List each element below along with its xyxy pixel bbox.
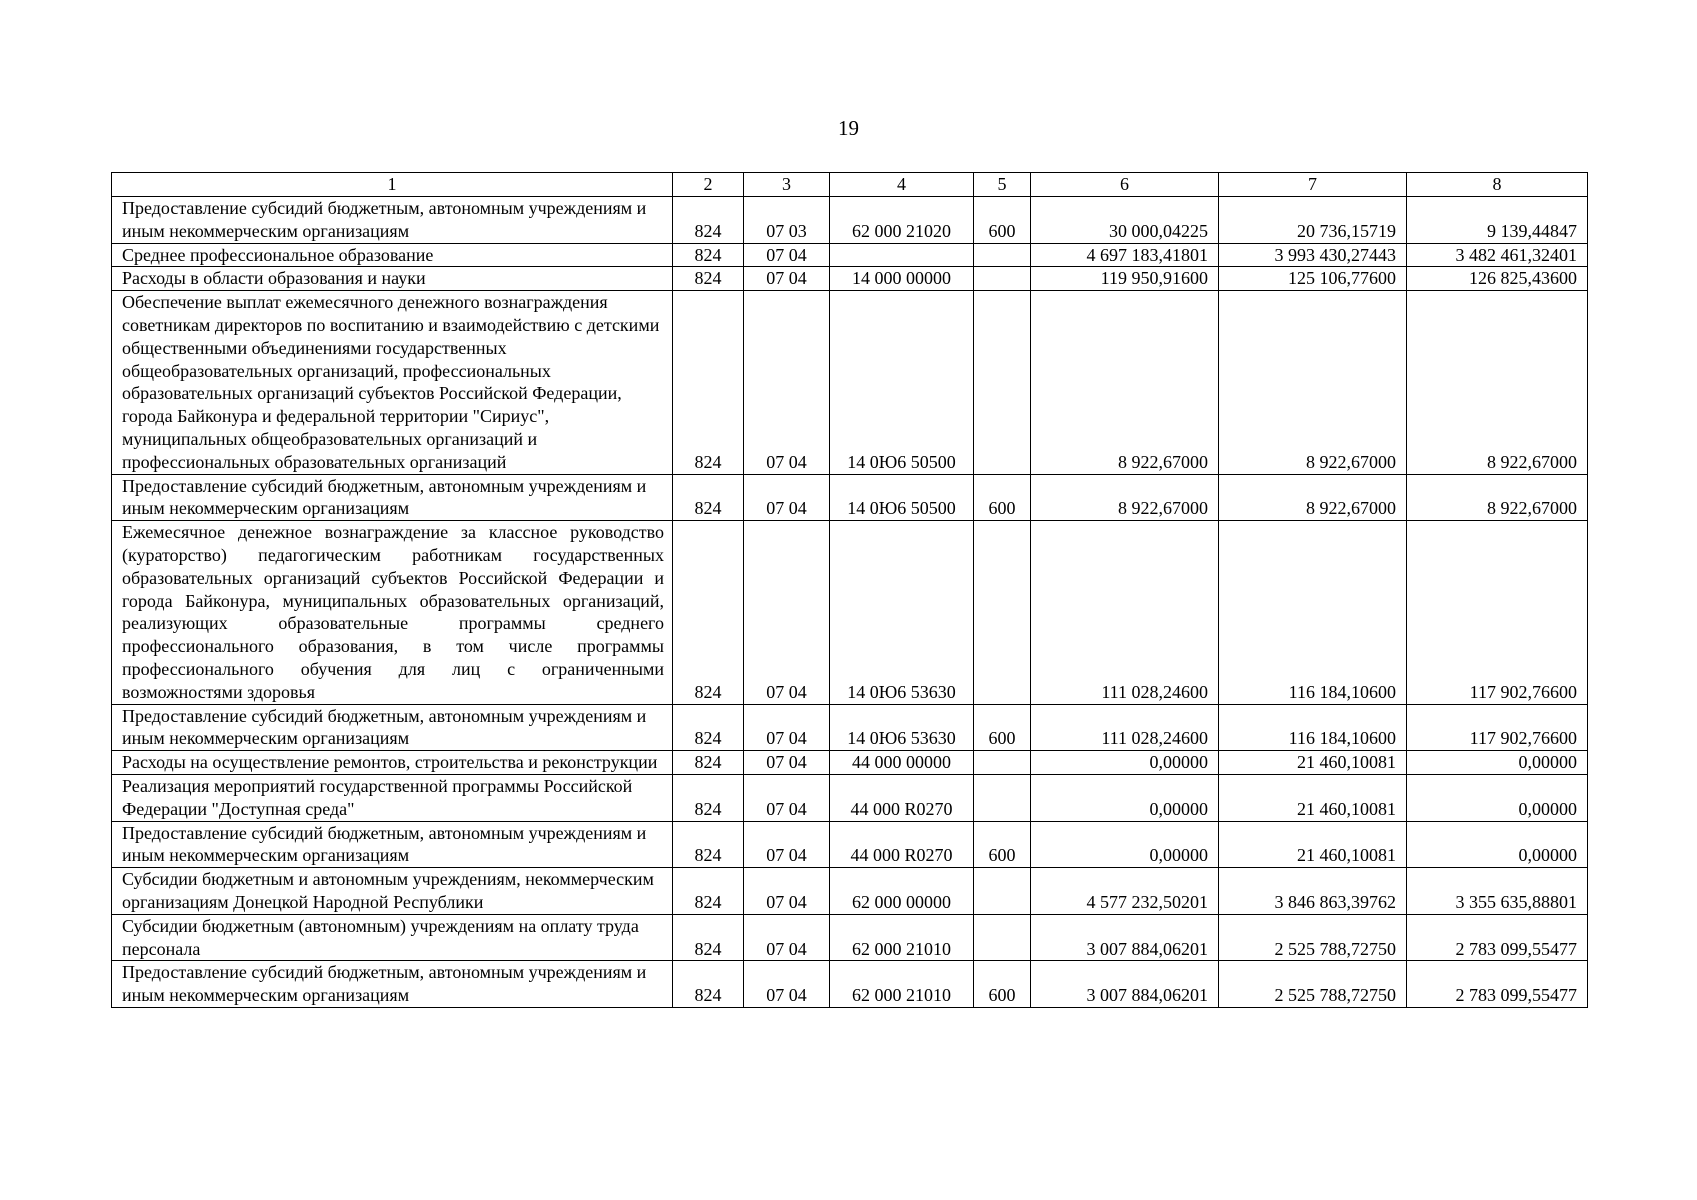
amount-year-2: 21 460,10081 (1219, 774, 1407, 821)
target-code: 14 000 00000 (830, 267, 974, 291)
section-code: 07 04 (744, 267, 830, 291)
expense-type-code (974, 774, 1031, 821)
admin-code: 824 (673, 521, 744, 704)
table-body (112, 197, 1588, 1008)
table-row (112, 521, 1588, 704)
table-row (112, 704, 1588, 751)
target-code (830, 243, 974, 267)
table-row (112, 267, 1588, 291)
admin-code: 824 (673, 197, 744, 244)
expense-name: Предоставление субсидий бюджетным, автономным учреждениям и иным некоммерческим организациям (112, 197, 673, 244)
expense-type-code (974, 914, 1031, 961)
section-code: 07 04 (744, 961, 830, 1008)
amount-year-2: 21 460,10081 (1219, 751, 1407, 775)
expense-type-code: 600 (974, 197, 1031, 244)
table-row (112, 291, 1588, 474)
section-code: 07 04 (744, 474, 830, 521)
expense-name: Предоставление субсидий бюджетным, автономным учреждениям и иным некоммерческим организациям (112, 704, 673, 751)
expense-name: Предоставление субсидий бюджетным, автономным учреждениям и иным некоммерческим организациям (112, 961, 673, 1008)
target-code: 14 0Ю6 53630 (830, 704, 974, 751)
table-row (112, 961, 1588, 1008)
column-number: 4 (830, 173, 974, 197)
amount-year-2: 8 922,67000 (1219, 474, 1407, 521)
admin-code: 824 (673, 751, 744, 775)
table-row (112, 243, 1588, 267)
section-code: 07 04 (744, 521, 830, 704)
admin-code: 824 (673, 868, 744, 915)
section-code: 07 04 (744, 243, 830, 267)
amount-year-3: 3 355 635,88801 (1407, 868, 1588, 915)
section-code: 07 04 (744, 704, 830, 751)
expense-type-code (974, 243, 1031, 267)
expense-type-code: 600 (974, 961, 1031, 1008)
admin-code: 824 (673, 267, 744, 291)
amount-year-3: 117 902,76600 (1407, 704, 1588, 751)
expense-type-code (974, 291, 1031, 474)
admin-code: 824 (673, 961, 744, 1008)
section-code: 07 04 (744, 914, 830, 961)
expense-name: Ежемесячное денежное вознаграждение за классное руководство (кураторство) педагогическим работникам государственных образовательных организаций субъектов Российской Федерации и города Байконура, муниципальных образовательных организаций, реализующих образовательные программы среднего профессионального образования, в том числе программы профессионального обучения для лиц с ограниченными возможностями здоровья (112, 521, 673, 704)
amount-year-1: 111 028,24600 (1031, 521, 1219, 704)
amount-year-1: 0,00000 (1031, 774, 1219, 821)
target-code: 44 000 R0270 (830, 821, 974, 868)
expense-name: Расходы на осуществление ремонтов, строительства и реконструкции (112, 751, 673, 775)
expense-name: Расходы в области образования и науки (112, 267, 673, 291)
target-code: 14 0Ю6 50500 (830, 291, 974, 474)
admin-code: 824 (673, 774, 744, 821)
expense-type-code: 600 (974, 704, 1031, 751)
table-header (112, 173, 1588, 197)
table-row (112, 751, 1588, 775)
target-code: 44 000 R0270 (830, 774, 974, 821)
section-code: 07 04 (744, 774, 830, 821)
amount-year-1: 0,00000 (1031, 751, 1219, 775)
amount-year-3: 126 825,43600 (1407, 267, 1588, 291)
amount-year-1: 111 028,24600 (1031, 704, 1219, 751)
table-row (112, 474, 1588, 521)
expense-type-code (974, 868, 1031, 915)
amount-year-1: 119 950,91600 (1031, 267, 1219, 291)
admin-code: 824 (673, 291, 744, 474)
admin-code: 824 (673, 821, 744, 868)
amount-year-1: 0,00000 (1031, 821, 1219, 868)
target-code: 14 0Ю6 50500 (830, 474, 974, 521)
column-number: 5 (974, 173, 1031, 197)
expense-name: Субсидии бюджетным (автономным) учреждениям на оплату труда персонала (112, 914, 673, 961)
amount-year-2: 116 184,10600 (1219, 704, 1407, 751)
column-number: 2 (673, 173, 744, 197)
amount-year-3: 8 922,67000 (1407, 474, 1588, 521)
target-code: 62 000 21010 (830, 914, 974, 961)
table-row (112, 868, 1588, 915)
amount-year-1: 4 577 232,50201 (1031, 868, 1219, 915)
amount-year-2: 116 184,10600 (1219, 521, 1407, 704)
table-row (112, 821, 1588, 868)
table-row (112, 197, 1588, 244)
target-code: 62 000 21020 (830, 197, 974, 244)
page-number: 19 (838, 116, 859, 140)
table-row (112, 774, 1588, 821)
section-code: 07 04 (744, 751, 830, 775)
expense-name: Субсидии бюджетным и автономным учреждениям, некоммерческим организациям Донецкой Народной Республики (112, 868, 673, 915)
expense-type-code: 600 (974, 821, 1031, 868)
amount-year-3: 0,00000 (1407, 751, 1588, 775)
column-number-row (112, 173, 1588, 197)
section-code: 07 03 (744, 197, 830, 244)
admin-code: 824 (673, 474, 744, 521)
expense-type-code: 600 (974, 474, 1031, 521)
expense-type-code (974, 267, 1031, 291)
amount-year-1: 3 007 884,06201 (1031, 961, 1219, 1008)
budget-table (111, 172, 1588, 1008)
amount-year-1: 4 697 183,41801 (1031, 243, 1219, 267)
target-code: 14 0Ю6 53630 (830, 521, 974, 704)
amount-year-1: 30 000,04225 (1031, 197, 1219, 244)
amount-year-3: 2 783 099,55477 (1407, 914, 1588, 961)
section-code: 07 04 (744, 291, 830, 474)
amount-year-2: 3 993 430,27443 (1219, 243, 1407, 267)
amount-year-1: 8 922,67000 (1031, 474, 1219, 521)
column-number: 6 (1031, 173, 1219, 197)
target-code: 62 000 21010 (830, 961, 974, 1008)
expense-type-code (974, 751, 1031, 775)
amount-year-2: 125 106,77600 (1219, 267, 1407, 291)
column-number: 8 (1407, 173, 1588, 197)
amount-year-2: 3 846 863,39762 (1219, 868, 1407, 915)
section-code: 07 04 (744, 868, 830, 915)
amount-year-3: 0,00000 (1407, 774, 1588, 821)
column-number: 3 (744, 173, 830, 197)
amount-year-2: 21 460,10081 (1219, 821, 1407, 868)
section-code: 07 04 (744, 821, 830, 868)
expense-name: Среднее профессиональное образование (112, 243, 673, 267)
table-row (112, 914, 1588, 961)
amount-year-3: 9 139,44847 (1407, 197, 1588, 244)
admin-code: 824 (673, 704, 744, 751)
amount-year-1: 3 007 884,06201 (1031, 914, 1219, 961)
expense-name: Предоставление субсидий бюджетным, автономным учреждениям и иным некоммерческим организациям (112, 474, 673, 521)
amount-year-3: 8 922,67000 (1407, 291, 1588, 474)
amount-year-3: 0,00000 (1407, 821, 1588, 868)
admin-code: 824 (673, 243, 744, 267)
column-number: 1 (112, 173, 673, 197)
amount-year-3: 3 482 461,32401 (1407, 243, 1588, 267)
amount-year-2: 8 922,67000 (1219, 291, 1407, 474)
expense-name: Реализация мероприятий государственной программы Российской Федерации "Доступная среда" (112, 774, 673, 821)
amount-year-2: 2 525 788,72750 (1219, 914, 1407, 961)
amount-year-2: 2 525 788,72750 (1219, 961, 1407, 1008)
amount-year-3: 2 783 099,55477 (1407, 961, 1588, 1008)
expense-type-code (974, 521, 1031, 704)
expense-name: Обеспечение выплат ежемесячного денежного вознаграждения советникам директоров по воспитанию и взаимодействию с детскими общественными объединениями государственных общеобразовательных организаций, профессиональных образовательных организаций субъектов Российской Федерации, города Байконура и федеральной территории "Сириус", муниципальных общеобразовательных организаций и профессиональных образовательных организаций (112, 291, 673, 474)
expense-name: Предоставление субсидий бюджетным, автономным учреждениям и иным некоммерческим организациям (112, 821, 673, 868)
target-code: 62 000 00000 (830, 868, 974, 915)
amount-year-3: 117 902,76600 (1407, 521, 1588, 704)
amount-year-1: 8 922,67000 (1031, 291, 1219, 474)
amount-year-2: 20 736,15719 (1219, 197, 1407, 244)
column-number: 7 (1219, 173, 1407, 197)
admin-code: 824 (673, 914, 744, 961)
target-code: 44 000 00000 (830, 751, 974, 775)
